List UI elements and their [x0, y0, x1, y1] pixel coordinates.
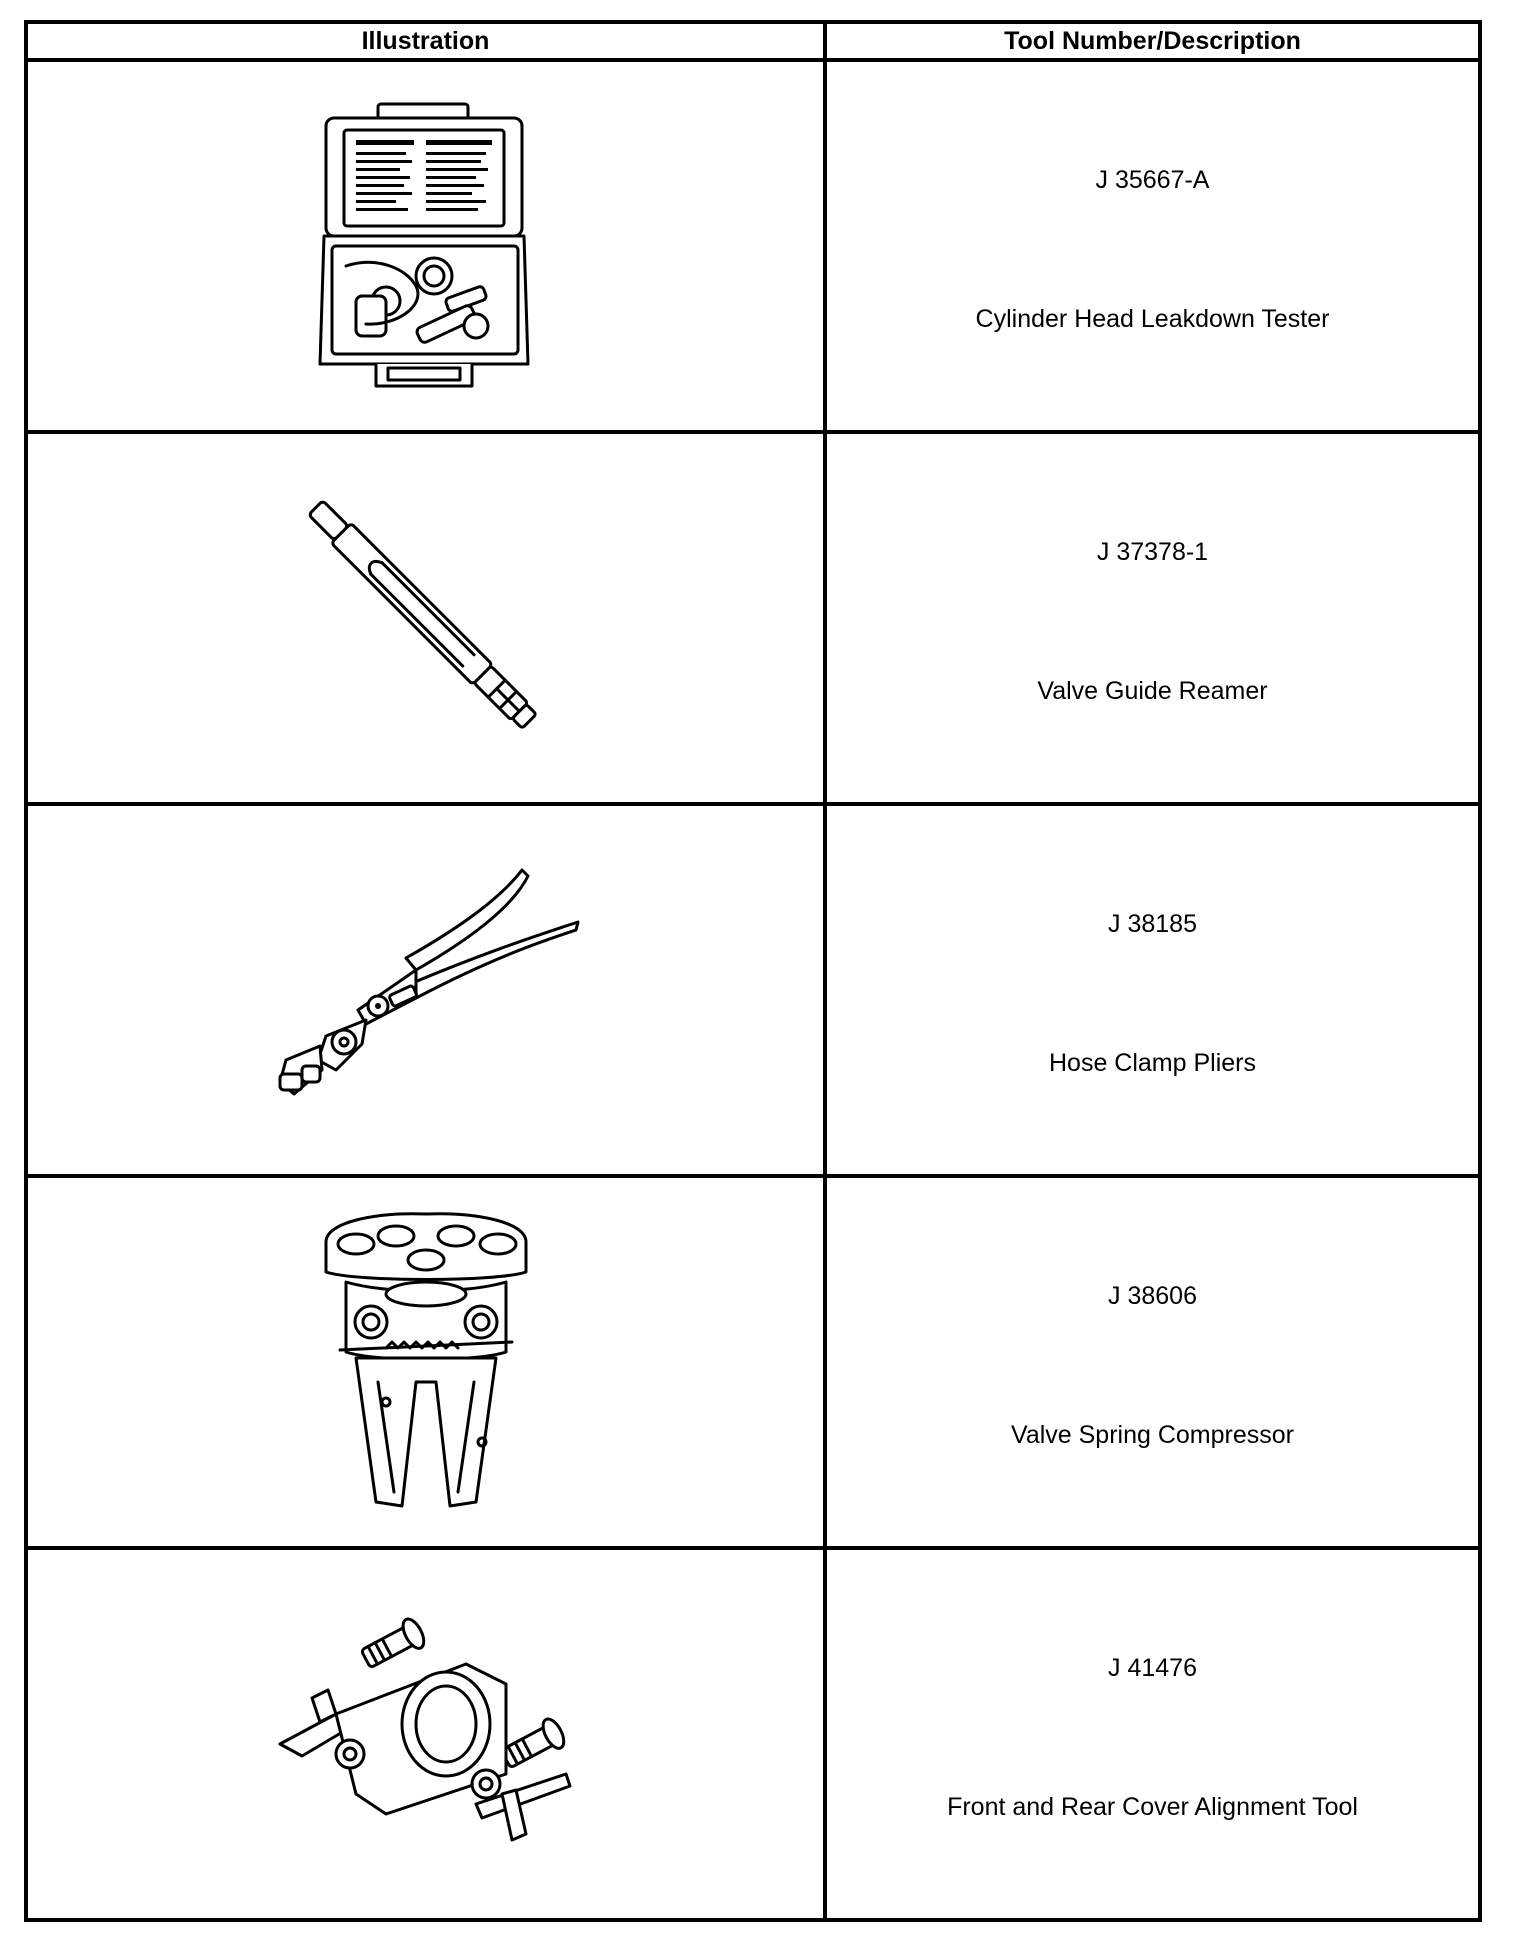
table-row [26, 432, 1480, 804]
table-row [26, 804, 1480, 1176]
tool-number: J 37378-1 [1096, 538, 1209, 566]
table-row [26, 1176, 1480, 1548]
valve-spring-compressor-icon [316, 1202, 536, 1522]
illustration-cell [26, 804, 825, 1176]
description-cell [825, 432, 1480, 804]
illustration-cell [26, 1548, 825, 1920]
tool-description: Front and Rear Cover Alignment Tool [947, 1793, 1358, 1821]
tool-number: J 38185 [1108, 910, 1197, 938]
illustration-cell [26, 432, 825, 804]
hose-clamp-pliers-icon [266, 860, 586, 1120]
header-illustration: Illustration [26, 22, 825, 60]
description-cell [825, 1176, 1480, 1548]
tool-description: Cylinder Head Leakdown Tester [975, 305, 1330, 333]
tool-description: Hose Clamp Pliers [1048, 1049, 1256, 1077]
table-header-row [26, 22, 1480, 60]
table-row [26, 60, 1480, 432]
tool-number: J 41476 [1108, 1654, 1197, 1682]
tool-number: J 38606 [1108, 1282, 1197, 1310]
header-tool-description: Tool Number/Description [825, 22, 1480, 60]
tool-number: J 35667-A [1095, 166, 1210, 194]
cover-alignment-tool-icon [266, 1604, 586, 1864]
table-row [26, 1548, 1480, 1920]
illustration-cell [26, 1176, 825, 1548]
illustration-cell [26, 60, 825, 432]
tool-description: Valve Guide Reamer [1037, 677, 1268, 705]
tool-description: Valve Spring Compressor [1011, 1421, 1294, 1449]
description-cell [825, 804, 1480, 1176]
special-tools-table [24, 20, 1482, 1922]
valve-guide-reamer-icon [286, 458, 566, 778]
description-cell [825, 60, 1480, 432]
description-cell [825, 1548, 1480, 1920]
leakdown-tester-kit-icon [316, 96, 536, 396]
